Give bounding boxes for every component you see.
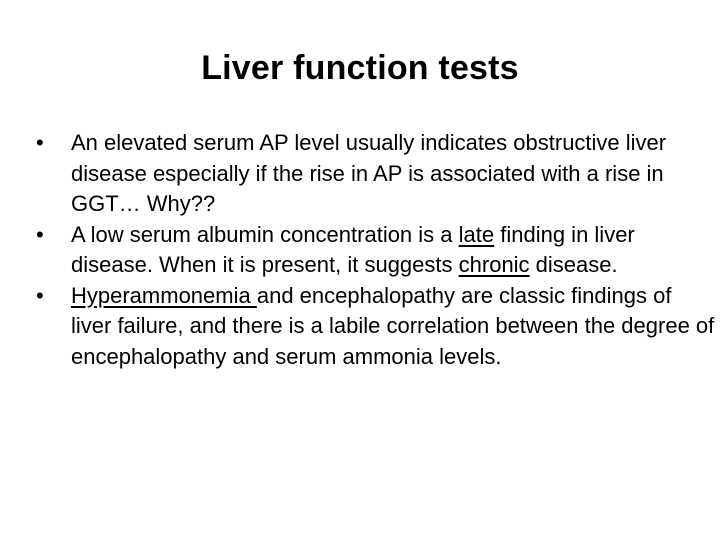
bullet-item-hyperammonemia — [36, 281, 716, 373]
slide-title: Liver function tests — [201, 49, 519, 87]
underlined-word-hyperammonemia: Hyperammonemia — [71, 282, 257, 308]
underlined-word-chronic: chronic — [458, 252, 530, 277]
bullet-list — [36, 128, 716, 372]
bullet-marker: • — [36, 130, 44, 155]
bullet-item-albumin — [36, 220, 716, 281]
bullet-text: disease. — [529, 252, 618, 277]
bullet-marker: • — [36, 282, 44, 308]
bullet-text: and encephalopathy are classic findings of liver failure, and there is a labile correlation between the degree of encephalopathy and serum ammonia levels. — [71, 282, 715, 369]
underlined-word-late: late — [458, 221, 495, 247]
bullet-text: A low serum albumin concentration is a — [71, 221, 459, 247]
bullet-text: An elevated serum AP level usually indicates obstructive liver disease especially if the rise in AP is associated with a rise in GGT… Why?? — [71, 130, 667, 216]
bullet-marker: • — [36, 221, 44, 247]
bullet-item-ap-level — [36, 128, 716, 220]
bullet-text: finding in liver disease. When it is present, it suggests — [71, 221, 635, 277]
